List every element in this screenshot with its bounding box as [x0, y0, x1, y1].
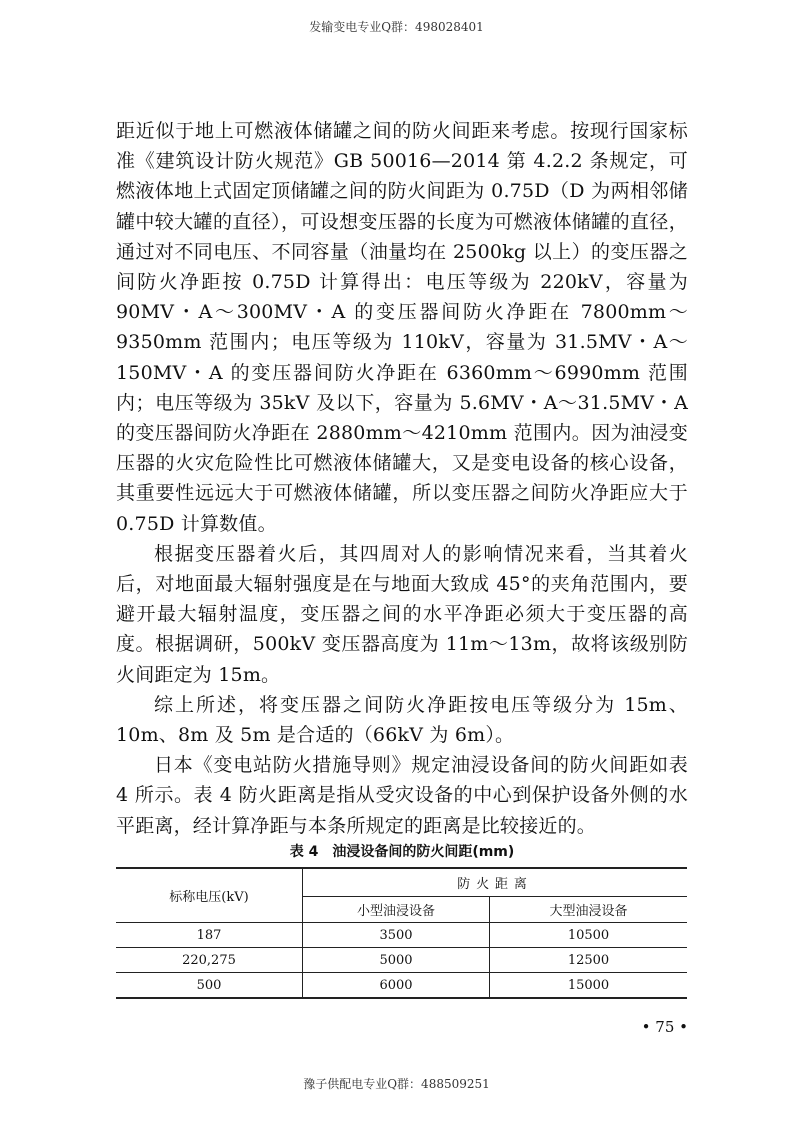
footer-note: 豫子供配电专业Q群：488509251 [303, 1077, 490, 1091]
cell-voltage: 187 [116, 923, 303, 948]
cell-small: 3500 [303, 923, 490, 948]
cell-voltage: 220,275 [116, 948, 303, 973]
header-note: 发输变电专业Q群：498028401 [309, 20, 484, 34]
table-row [116, 923, 687, 948]
table-caption: 表 4 油浸设备间的防火间距(mm) [289, 844, 515, 860]
paragraph-3: 综上所述，将变压器之间防火净距按电压等级分为 15m、10m、8m 及 5m 是合适的（66kV 为 6m）。 [116, 693, 688, 747]
cell-large: 15000 [490, 973, 688, 999]
cell-voltage: 500 [116, 973, 303, 999]
body-text [116, 116, 688, 841]
table-header-row [116, 868, 687, 897]
header-fire-distance: 防火距离 [303, 868, 688, 897]
header-small-equipment: 小型油浸设备 [303, 897, 490, 923]
header-large-equipment: 大型油浸设备 [490, 897, 688, 923]
paragraph-4: 日本《变电站防火措施导则》规定油浸设备间的防火间距如表 4 所示。表 4 防火距离是指从受灾设备的中心到保护设备外侧的水平距离，经计算净距与本条所规定的距离是比较接近的。 [116, 754, 688, 837]
paragraph-1: 距近似于地上可燃液体储罐之间的防火间距来考虑。按现行国家标准《建筑设计防火规范》GB 50016—2014 第 4.2.2 条规定，可燃液体地上式固定顶储罐之间的防火间距为 0.75D（D 为两相邻储罐中较大罐的直径），可设想变压器的长度为可燃液体储罐的直径，通过对不同电压、不同容量（油量均在 2500kg 以上）的变压器之间防火净距按 0.75D 计算得出：电压等级为 220kV，容量为 90MV・A～300MV・A 的变压器间防火净距在 7800mm～9350mm 范围内；电压等级为 110kV，容量为 31.5MV・A～150MV・A 的变压器间防火净距在 6360mm～6990mm 范围内；电压等级为 35kV 及以下，容量为 5.6MV・A～31.5MV・A 的变压器间防火净距在 2880mm～4210mm 范围内。因为油浸变压器的火灾危险性比可燃液体储罐大，又是变电设备的核心设备，其重要性远远大于可燃液体储罐，所以变压器之间防火净距应大于 0.75D 计算数值。 [116, 120, 688, 535]
table-row [116, 948, 687, 973]
header-rated-voltage: 标称电压(kV) [116, 868, 303, 923]
cell-large: 10500 [490, 923, 688, 948]
table-row [116, 973, 687, 999]
cell-small: 5000 [303, 948, 490, 973]
page-number: • 75 • [641, 1018, 688, 1036]
cell-small: 6000 [303, 973, 490, 999]
fire-distance-table [116, 867, 687, 999]
paragraph-2: 根据变压器着火后，其四周对人的影响情况来看，当其着火后，对地面最大辐射强度是在与地面大致成 45°的夹角范围内，要避开最大辐射温度，变压器之间的水平净距必须大于变压器的高度。根据调研，500kV 变压器高度为 11m～13m，故将该级别防火间距定为 15m。 [116, 542, 688, 686]
cell-large: 12500 [490, 948, 688, 973]
